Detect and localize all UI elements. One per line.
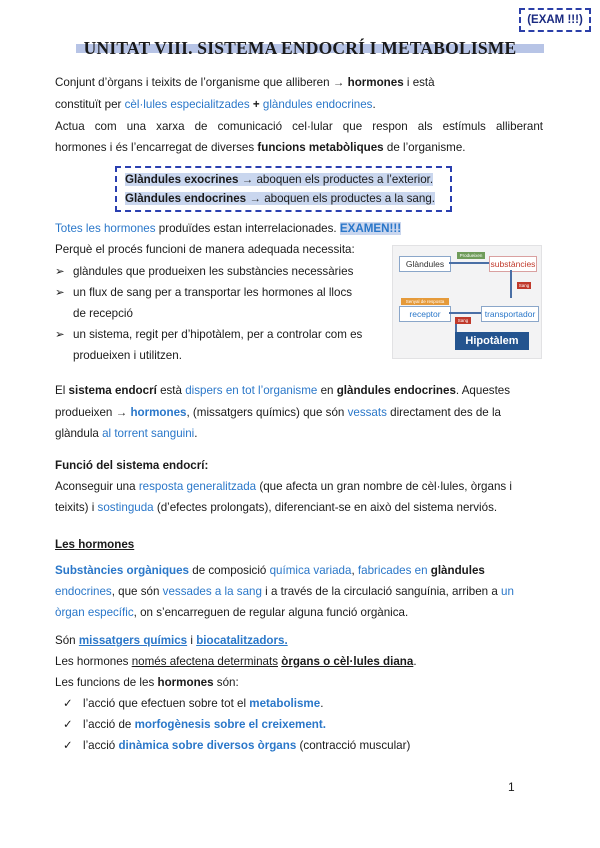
list-item-continuation: de recepció (73, 307, 133, 320)
needs-list (55, 261, 385, 366)
bullet-arrow-icon: ➢ (55, 328, 65, 341)
hormones-line-1: Substàncies orgàniques de composició química variada, fabricades en glàndules (55, 564, 485, 577)
endocri-line-3: glàndula al torrent sanguini. (55, 427, 198, 440)
diagram-transportador: transportador (481, 306, 539, 322)
bullet-arrow-icon: ➢ (55, 265, 65, 278)
diagram-arrow (449, 262, 489, 264)
endocrine-row: Glàndules endocrines → aboquen els productes a la sang. (125, 192, 435, 205)
interrel-line: Totes les hormones produïdes estan interrelacionades. EXAMEN!!! (55, 222, 402, 235)
page-number: 1 (508, 780, 515, 794)
arrow-icon: → (115, 406, 128, 419)
exocrine-endocrine-box (115, 166, 452, 212)
funcio-line-1: Aconseguir una resposta generalitzada (que afecta un gran nombre de cèl·lules, òrgans i (55, 480, 512, 493)
endocri-line-2: produeixen → hormones, (missatgers químics) que són vessats directament des de la (55, 406, 501, 419)
exocrine-row: Glàndules exocrines → aboquen els productes a l’exterior. (125, 173, 434, 186)
funcio-line-2: teixits) i sostinguda (d’efectes prolongats), diferenciant-se en això del sistema nerviós. (55, 501, 498, 514)
arrow-icon: → (249, 192, 261, 205)
list-item: ✓ l’acció que efectuen sobre tot el metabolisme. (63, 693, 543, 714)
list-item: ✓ l’acció de morfogènesis sobre el creixement. (63, 714, 543, 735)
page-title: UNITAT VIII. SISTEMA ENDOCRÍ I METABOLISME (83, 38, 517, 58)
diagram-arrow (510, 270, 512, 298)
hormones-line-3: òrgan específic, on s’encarreguen de regular alguna funció orgànica. (55, 606, 409, 619)
diagram-label-produeixen: Produeixen (457, 252, 485, 259)
diagram-substancies: substàncies (489, 256, 537, 272)
hormones-sentence-2: Les hormones només afectena determinats òrgans o cèl·lules diana. (55, 655, 417, 668)
list-item: ➢ un flux de sang per a transportar les hormones al llocs (55, 282, 385, 303)
diagram-arrow (449, 312, 481, 314)
check-icon: ✓ (63, 739, 73, 752)
diagram-connector (455, 324, 457, 332)
hormones-heading: Les hormones (55, 538, 135, 551)
diagram-receptor: receptor (399, 306, 451, 322)
intro-line-3: Actua com una xarxa de comunicació cel·lular que respon als estímuls alliberant (55, 120, 543, 133)
check-icon: ✓ (63, 697, 73, 710)
diagram-hipotalem: Hipotàlem (455, 332, 529, 350)
intro-line-1: Conjunt d’òrgans i teixits de l’organisme que alliberen → hormones i està (55, 76, 435, 89)
hormones-line-2: endocrines, que són vessades a la sang i a través de la circulació sanguínia, arriben a un (55, 585, 514, 598)
hormones-sentence-3: Les funcions de les hormones són: (55, 676, 239, 689)
list-item-continuation: produeixen i utilitzen. (73, 349, 182, 362)
list-item: ➢ glàndules que produeixen les substàncies necessàries (55, 261, 385, 282)
arrow-icon: → (332, 76, 345, 89)
bullet-arrow-icon: ➢ (55, 286, 65, 299)
hormones-sentence-1: Són missatgers químics i biocatalitzadors. (55, 634, 288, 647)
diagram-label-senyal: Senyal de resposta (401, 298, 449, 305)
intro-line-4: hormones i és l’encarregat de diverses funcions metabòliques de l’organisme. (55, 141, 466, 154)
exam-badge: (EXAM !!!) (519, 8, 591, 32)
diagram-glandules: Glàndules (399, 256, 451, 272)
list-item: ✓ l’acció dinàmica sobre diversos òrgans (contracció muscular) (63, 735, 543, 756)
funcio-heading: Funció del sistema endocrí: (55, 459, 209, 472)
arrow-icon: → (241, 173, 254, 186)
endocri-line-1: El sistema endocrí està dispers en tot l’organisme en glàndules endocrines. Aquestes (55, 384, 511, 397)
intro-line-2: constituït per cèl·lules especialitzades + glàndules endocrines. (55, 98, 376, 111)
endocrine-diagram (392, 245, 542, 359)
interrel-line-2: Perquè el procés funcioni de manera adequada necessita: (55, 243, 355, 256)
diagram-label-sang-2: Sang (455, 317, 471, 324)
diagram-label-sang: Sang (518, 283, 530, 288)
functions-list (63, 693, 543, 756)
list-item: ➢ un sistema, regit per d’hipotàlem, per a controlar com es (55, 324, 385, 345)
check-icon: ✓ (63, 718, 73, 731)
